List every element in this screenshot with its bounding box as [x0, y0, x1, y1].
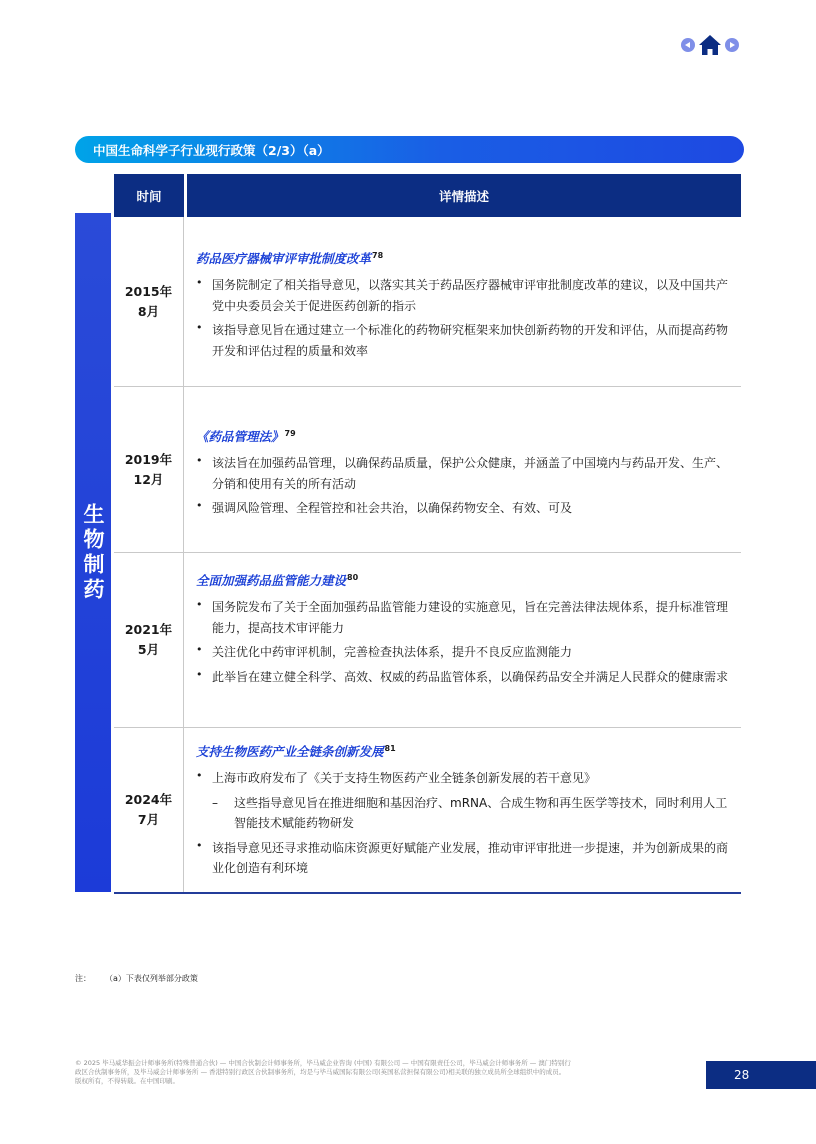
column-header-time: 时间 [114, 174, 184, 217]
note-label: 注： [75, 974, 91, 983]
category-side-label [75, 213, 111, 892]
page-number: 28 [706, 1061, 816, 1089]
footnote-ref: 80 [347, 572, 359, 582]
row-details [196, 571, 733, 687]
section-title-bar [75, 136, 744, 163]
policy-title: 全面加强药品监管能力建设$^{80}$ [196, 572, 359, 588]
list-item: • 此举旨在建立健全科学、高效、权威的药品监管体系，以确保药品安全并满足人民群众的健康需求 [196, 667, 733, 688]
table-row [114, 553, 741, 728]
row-month: 12月 [133, 471, 164, 487]
table-row [114, 387, 741, 553]
row-details [196, 742, 733, 879]
note-text: （a）下表仅列举部分政策 [109, 974, 198, 983]
chevron-left-circle-icon[interactable] [681, 38, 695, 52]
list-item: • 该指导意见旨在通过建立一个标准化的药物研究框架来加快创新药物的开发和评估，从而提高药物开发和评估过程的质量和效率 [196, 320, 733, 361]
list-item: • 国务院制定了相关指导意见，以落实其关于药品医疗器械审评审批制度改革的建议，以及中国共产党中央委员会关于促进医药创新的指示 [196, 275, 733, 316]
chevron-right-circle-icon[interactable] [725, 38, 739, 52]
sub-list-item: – 这些指导意见旨在推进细胞和基因治疗、mRNA、合成生物和再生医学等技术，同时利用人工智能技术赋能药物研发 [196, 793, 733, 834]
list-item: • 该指导意见还寻求推动临床资源更好赋能产业发展，推动审评审批进一步提速，并为创新成果的商业化创造有利环境 [196, 838, 733, 879]
row-date [114, 387, 184, 552]
row-date [114, 553, 184, 727]
home-icon[interactable] [698, 33, 722, 57]
row-year: 2015年 [124, 283, 173, 299]
category-label-text: 生物制药 [81, 502, 105, 603]
list-item: • 上海市政府发布了《关于支持生物医药产业全链条创新发展的若干意见》 [196, 768, 733, 789]
row-date [114, 217, 184, 386]
row-date [114, 728, 184, 892]
footnote-ref: 78 [372, 250, 384, 260]
policy-title: 药品医疗器械审评审批制度改革$^{78}$ [196, 250, 384, 266]
row-month: 7月 [137, 812, 160, 827]
policy-title: 《药品管理法》$^{79}$ [196, 428, 296, 444]
footer-line: © 2025 毕马威华振会计师事务所(特殊普通合伙) — 中国合伙制会计师事务所，毕马威企业咨询 (中国) 有限公司 — 中国有限责任公司，毕马威会计师事务所 — 澳门特别行 [75, 1059, 571, 1067]
footnote-ref: 81 [384, 743, 396, 753]
policy-title: 支持生物医药产业全链条创新发展$^{81}$ [196, 743, 396, 759]
table-note [75, 973, 198, 984]
footer-line: 政区合伙制事务所，及毕马威会计师事务所 — 香港特别行政区合伙制事务所，均是与毕马威国际有限公司(英国私营担保有限公司)相关联的独立成员所全球组织中的成员。 [75, 1068, 566, 1076]
list-item: • 国务院发布了关于全面加强药品监管能力建设的实施意见，旨在完善法律法规体系，提升标准管理能力，提高技术审评能力 [196, 597, 733, 638]
column-header-description: 详情描述 [187, 174, 741, 217]
row-month: 8月 [137, 303, 160, 319]
page-title: 中国生命科学子行业现行政策（2/3）（a） [93, 142, 330, 158]
page-navigation [681, 33, 739, 57]
table-row [114, 217, 741, 387]
table-row [114, 728, 741, 894]
footer-line: 版权所有，不得转载。在中国印刷。 [75, 1077, 179, 1085]
row-year: 2021年 [124, 622, 173, 637]
list-item: • 关注优化中药审评机制，完善检查执法体系，提升不良反应监测能力 [196, 642, 733, 663]
footnote-ref: 79 [284, 428, 296, 438]
row-year: 2019年 [124, 451, 173, 467]
row-details [196, 427, 733, 519]
list-item: • 该法旨在加强药品管理，以确保药品质量，保护公众健康，并涵盖了中国境内与药品开发、生产、分销和使用有关的所有活动 [196, 453, 733, 494]
copyright-footer [75, 1059, 680, 1086]
list-item: • 强调风险管理、全程管控和社会共治，以确保药物安全、有效、可及 [196, 498, 733, 519]
row-year: 2024年 [124, 792, 173, 807]
row-month: 5月 [137, 642, 160, 657]
row-details [196, 249, 733, 361]
